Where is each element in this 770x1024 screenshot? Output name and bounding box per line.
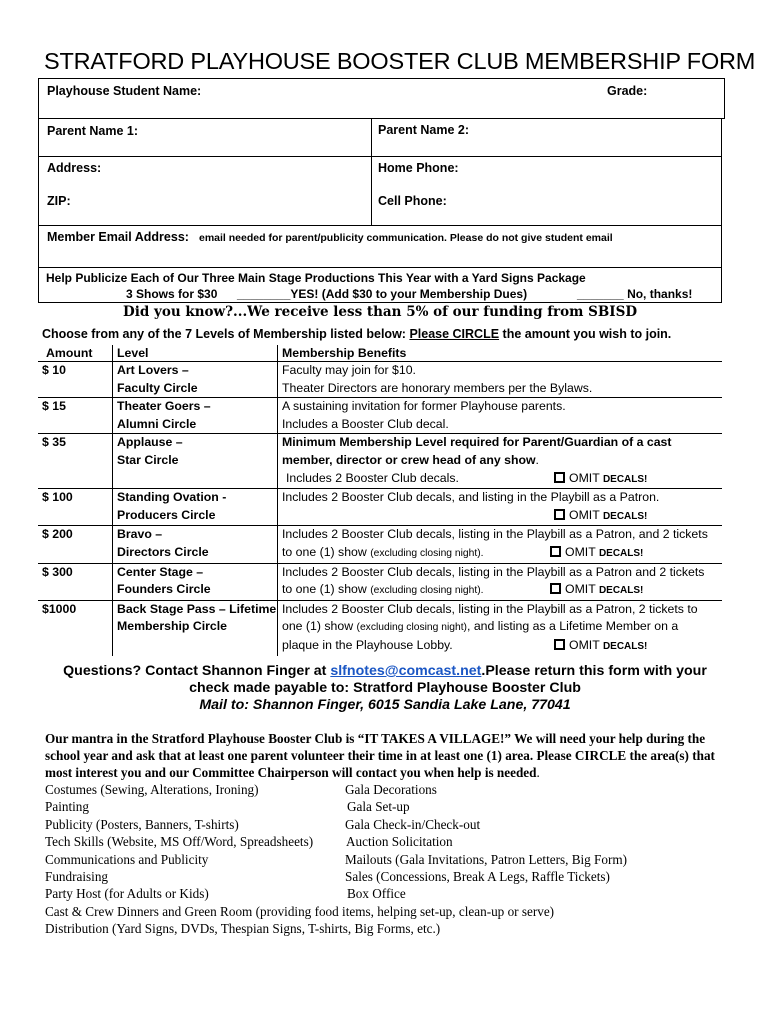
omit-label: OMIT [565,544,596,559]
level-circle: Faculty Circle [117,380,198,395]
volunteer-area-item[interactable]: Gala Decorations [345,782,437,797]
benefit-note: (excluding closing night). [370,585,484,597]
level-name: Center Stage – [117,564,204,579]
choose-text: Choose from any of the 7 Levels of Membership listed below: [42,327,410,341]
omit-decals-option[interactable] [550,545,643,559]
form-title: STRATFORD PLAYHOUSE BOOSTER CLUB MEMBERSHIP FORM [44,48,756,74]
checkbox-icon[interactable] [550,546,561,557]
benefit-line: Faculty may join for $10. [282,363,416,377]
decals-label: DECALS! [598,547,644,559]
volunteer-area-item[interactable]: Gala Check-in/Check-out [345,816,481,832]
yes-blank: ________ [237,287,291,301]
parent-name-2-field[interactable] [371,118,722,157]
level-name: Theater Goers – [117,399,211,414]
home-phone-label: Home Phone: [378,161,459,175]
table-row[interactable] [38,526,722,563]
no-label: No, thanks! [627,287,693,301]
volunteer-area-item[interactable]: Mailouts (Gala Invitations, Patron Letters, Big Form) [345,851,628,867]
table-row[interactable] [38,563,722,600]
parent-name-1-field[interactable] [38,118,372,157]
benefit-note: (excluding closing night). [370,547,484,559]
volunteer-area-item[interactable]: Tech Skills (Website, MS Off/Word, Spreadsheets) [45,834,314,850]
benefits-cell [278,434,723,489]
volunteer-intro-line: school year and ask that at least one parent volunteer their time in at least one (1) area. Please CIRCLE the area(s) that [45,748,715,764]
decals-label: DECALS! [598,585,644,597]
benefits-cell [278,600,723,655]
grade-label: Grade: [607,84,648,98]
choose-circle-text: Please CIRCLE [409,327,500,341]
level-name: Art Lovers – [117,363,189,377]
yes-label: YES! (Add $30 to your Membership Dues) [290,287,528,301]
parent-name-2-label: Parent Name 2: [378,123,470,137]
volunteer-area-item[interactable]: Painting [45,799,89,815]
omit-decals-option[interactable] [554,508,647,522]
yard-signs-yes-option[interactable] [237,287,527,301]
level-name: Standing Ovation - [117,490,227,505]
address-zip-field[interactable] [38,156,372,226]
volunteer-area-item[interactable]: Publicity (Posters, Banners, T-shirts) [45,816,239,832]
yard-signs-box [38,267,722,303]
omit-label: OMIT [569,637,600,652]
amount-cell[interactable]: $1000 [38,600,113,655]
level-cell [113,434,278,489]
checkbox-icon[interactable] [550,583,561,594]
decals-label: DECALS! [602,640,648,652]
level-cell [113,489,278,526]
volunteer-intro [45,730,715,782]
email-label: Member Email Address: [47,230,189,244]
volunteer-intro-line: most interest you and our Committee Chairperson will contact you when help is needed [45,765,537,781]
benefit-line: Includes a Booster Club decal. [282,416,449,431]
mailing-address: Mail to: Shannon Finger, 6015 Sandia Lake Lane, 77041 [199,697,571,713]
level-cell [113,563,278,600]
level-circle: Star Circle [117,452,179,467]
benefit-line: Includes 2 Booster Club decals, listing in the Playbill as a Patron, 2 tickets to [282,601,698,616]
contact-email-link[interactable]: slfnotes@comcast.net [330,663,482,679]
table-row[interactable] [38,600,722,655]
amount-cell[interactable]: $ 200 [38,526,113,563]
choose-text-end: the amount you wish to join. [499,327,672,341]
volunteer-intro-end: . [536,765,540,781]
benefits-cell [278,526,723,563]
checkbox-icon[interactable] [554,509,565,520]
omit-label: OMIT [569,507,600,522]
amount-cell[interactable]: $ 35 [38,434,113,489]
level-circle: Directors Circle [117,544,209,559]
benefit-line: to one (1) show [282,544,371,559]
volunteer-area-item[interactable]: Fundraising [45,869,109,885]
cell-phone-label: Cell Phone: [378,194,447,208]
omit-label: OMIT [565,582,596,597]
contact-text-end: .Please return this form with your [481,663,707,679]
decals-label: DECALS! [602,473,648,485]
level-cell [113,600,278,655]
email-field[interactable] [38,225,722,268]
yard-signs-heading: Help Publicize Each of Our Three Main Stage Productions This Year with a Yard Signs Package [46,271,586,285]
yard-signs-price: 3 Shows for $30 [126,287,218,301]
level-circle: Alumni Circle [117,416,197,431]
table-header-row [38,345,722,362]
benefits-cell [278,489,723,526]
amount-cell[interactable]: $ 300 [38,563,113,600]
benefits-cell [278,563,723,600]
benefit-line: member, director or crew head of any show [282,452,536,467]
volunteer-area-item[interactable]: Costumes (Sewing, Alterations, Ironing) [45,782,259,797]
benefit-note: (excluding closing night) [356,622,467,634]
contact-line-2: check made payable to: Stratford Playhouse Booster Club [189,680,581,696]
membership-table [38,345,722,656]
level-circle: Producers Circle [117,507,216,522]
benefit-line: one (1) show [282,619,357,634]
volunteer-area-item[interactable]: Gala Set-up [347,799,410,815]
header-level: Level [113,345,278,362]
volunteer-intro-line: Our mantra in the Stratford Playhouse Booster Club is “IT TAKES A VILLAGE!” We will need your help during the [45,731,706,746]
amount-cell[interactable]: $ 10 [38,362,113,398]
level-cell [113,362,278,398]
level-name: Bravo – [117,527,163,542]
decals-label: DECALS! [602,510,648,522]
phones-field[interactable] [371,156,722,226]
omit-decals-option[interactable] [554,638,647,652]
benefit-line: Theater Directors are honorary members per the Bylaws. [282,380,593,395]
amount-cell[interactable]: $ 15 [38,398,113,434]
benefits-cell [278,398,723,434]
level-cell [113,398,278,434]
volunteer-area-item[interactable]: Auction Solicitation [346,834,453,850]
checkbox-icon[interactable] [554,639,565,650]
benefit-line: Includes 2 Booster Club decals. [286,470,459,485]
benefit-line: Includes 2 Booster Club decals, and listing in the Playbill as a Patron. [282,490,660,505]
contact-line-1 [0,663,770,680]
volunteer-area-item[interactable]: Cast & Crew Dinners and Green Room (providing food items, helping set-up, clean-up or serve) [45,903,555,919]
omit-decals-option[interactable] [550,582,643,596]
benefit-line-end: , and listing as a Lifetime Member on a [466,619,679,634]
table-row[interactable] [38,489,722,526]
table-row[interactable] [38,434,722,489]
volunteer-areas-right [344,781,627,903]
checkbox-icon[interactable] [554,472,565,483]
no-blank: _______ [577,287,624,301]
volunteer-area-item[interactable]: Box Office [347,886,406,902]
omit-label: OMIT [569,470,600,485]
table-row[interactable] [38,362,722,398]
level-circle: Founders Circle [117,582,211,597]
funding-notice: Did you know?...We receive less than 5% of our funding from SBISD [123,304,638,320]
yard-signs-no-option[interactable] [577,287,692,301]
email-note: email needed for parent/publicity communication. Please do not give student email [199,232,613,244]
level-circle: Membership Circle [117,619,228,634]
benefits-cell [278,362,723,398]
header-benefits: Membership Benefits [278,345,723,362]
benefit-line: to one (1) show [282,582,371,597]
level-cell [113,526,278,563]
benefit-line: Includes 2 Booster Club decals, listing in the Playbill as a Patron, and 2 tickets [282,527,708,542]
omit-decals-option[interactable] [554,471,647,485]
volunteer-area-item[interactable]: Distribution (Yard Signs, DVDs, Thespian Signs, T-shirts, Big Forms, etc.) [45,921,441,937]
volunteer-area-item[interactable]: Communications and Publicity [45,851,209,867]
benefit-line-end: . [535,452,539,467]
header-amount: Amount [46,346,93,360]
zip-label: ZIP: [47,194,71,208]
level-name: Applause – [117,435,183,450]
benefit-line: Includes 2 Booster Club decals, listing in the Playbill as a Patron and 2 tickets [282,564,705,579]
benefit-line: A sustaining invitation for former Playhouse parents. [282,399,566,414]
benefit-line: Minimum Membership Level required for Parent/Guardian of a cast [282,435,672,450]
student-name-field[interactable] [38,78,725,119]
address-label: Address: [47,161,102,175]
amount-cell[interactable]: $ 100 [38,489,113,526]
choose-instruction [42,327,671,341]
volunteer-area-item[interactable]: Sales (Concessions, Break A Legs, Raffle Tickets) [345,869,610,885]
contact-text: Questions? Contact Shannon Finger at [63,663,331,679]
student-name-label: Playhouse Student Name: [47,84,202,98]
parent-name-1-label: Parent Name 1: [47,124,139,138]
volunteer-area-item[interactable]: Party Host (for Adults or Kids) [45,886,209,902]
table-row[interactable] [38,398,722,434]
benefit-line: plaque in the Playhouse Lobby. [282,637,453,652]
level-name: Back Stage Pass – Lifetime [117,601,277,616]
